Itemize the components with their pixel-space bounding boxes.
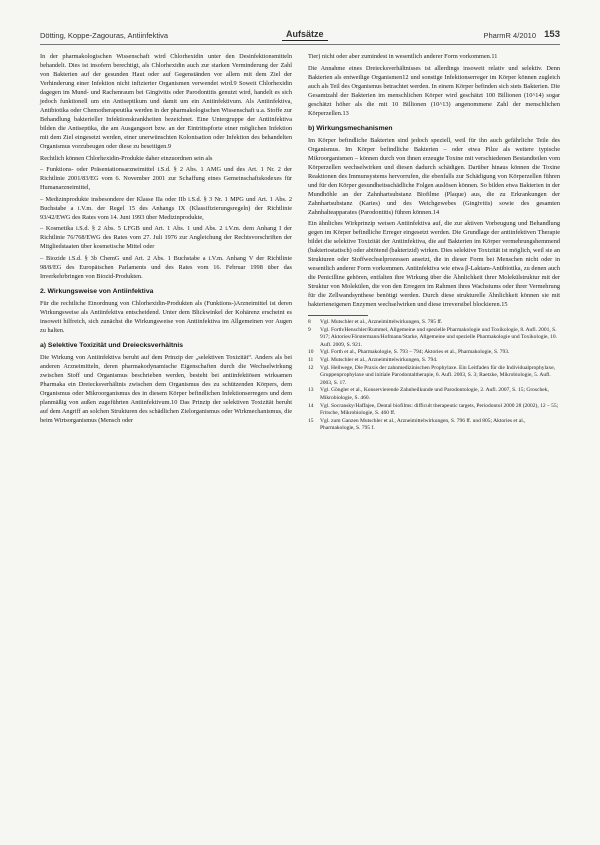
paragraph: Die Wirkung von Antiinfektiva beruht auf dem Prinzip der „selektiven Toxizität“. Anders als bei anderen Arzneimitteln, deren pharmakodynamische Eigenschaften durch die Wechselwirkung zwischen Stoff und Organismus beschrieben werden, besteht bei antiinfektiösen wirksamen Pharmaka ein Dreiecksverhältnis zwischen dem Organismus des zu schützenden Körpers, dem Organismus oder Mikroorganismus des in diesem Körper befindlichen Infektionserregers und dem planmäßig von außen zugeführten Antiinfektivum.10 Das Prinzip der selektiven Toxizität beruht auf dem Angriff an solchen Strukturen des schädlichen Zielorganismus oder Wirkmechanismus, die beim Wirtsorganismus (Mensch oder <box>40 353 292 424</box>
right-column <box>308 52 560 433</box>
footnote: 10 Vgl. Forth et al., Pharmakologie, S. 793 – 794; Aktories et al., Pharmakologie, S. 793. <box>308 349 510 356</box>
footnote: 15 Vgl. zum Ganzen Mutschler et al., Arzneimittelwirkungen, S. 796 ff. und 805; Aktories et al., Pharmakologie, S. 795 f. <box>308 417 526 432</box>
header-rule <box>40 44 560 45</box>
footnote: 11 Vgl. Mutschler et al., Arzneimittelwirkungen, S. 794. <box>308 356 438 363</box>
list-item: – Medizinprodukte insbesondere der Klasse IIa oder IIb i.S.d. § 3 Nr. 1 MPG und Art. 1 Abs. 2 Buchstabe a i.V.m. der Regel 15 des Anhangs IX (Klassifizierungsregeln) der Richtlinie 93/42/EWG des Rates vom 14. Juni 1993 über Medizinprodukte, <box>40 195 292 221</box>
footnote-rule <box>308 315 368 316</box>
footnotes <box>308 319 560 433</box>
footnote: 12 Vgl. Hellwege, Die Praxis der zahnmedizinischen Prophylaxe. Ein Leitfaden für die Individualprophylaxe, Gruppenprophylaxe und initiale Parodontaltherapie, 6. Aufl. 2003, S. 3; Raetzke, Mikrobiologie, 5. Aufl. 2003, S. 17. <box>308 364 556 386</box>
footnote: 14 Vgl. Socransky/Haffajee, Dental biofilms: difficult therapeutic targets, Periodontol 2000 28 (2002), 12 – 55; Fritsche, Mikrobiologie, S. 460 ff. <box>308 402 559 417</box>
section-heading: 2. Wirkungsweise von Antiinfektiva <box>40 287 154 295</box>
list-item: – Biozide i.S.d. § 3b ChemG und Art. 2 Abs. 1 Buchstabe a i.V.m. Anhang V der Richtlinie 98/8/EG des Europäischen Parlaments und des Rates vom 16. Februar 1998 über das Inverkehrbringen von Biozid-Produkten. <box>40 254 292 280</box>
section-title: Aufsätze <box>282 29 328 41</box>
left-column <box>40 52 292 427</box>
footnote: 8 Vgl. Mutschler et al., Arzneimittelwirkungen, S. 785 ff. <box>308 319 443 325</box>
paragraph: Für die rechtliche Einordnung von Chlorhexidin-Produkten als (Funktions-)Arzneimittel ist deren Wirkungsweise als Antiinfektiva entscheidend. Unter dem Blickwinkel der Kohärenz erscheint es insoweit hilfreich, sich zunächst die Wirkungsweise von Antiinfektiva im Allgemeinen vor Augen zu halten. <box>40 299 292 334</box>
subsection-heading: a) Selektive Toxizität und Dreiecksverhältnis <box>40 341 184 349</box>
paragraph: In der pharmakologischen Wissenschaft wird Chlorhexidin unter den Desinfektionsmitteln behandelt. Dies ist insofern berechtigt, als Chlorhexidin auch zur starken Verminderung der Zahl von Bakterien auf der gesunden Haut oder auf Gegenständen vor allem mit dem Ziel der Verhinderung einer Infektion nicht infizierter Organismen verwendet wird.9 Soweit Chlorhexidin dagegen im Mund- und Rachenraum bei Gingivitis oder Parodontitis genutzt wird, handelt es sich jedoch funktionell um ein Antiseptikum und damit um ein Antiinfektivum. Als Antiinfektiva, Antibiotika oder Chemotherapeutika werden in der pharmakologischen Wissenschaft u.a. Stoffe zur Behandlung bakterieller Infektionskrankheiten bezeichnet. Eine Untergruppe der Antiinfektiva bilden die Antiseptika, die am Ausgangsort bzw. an der Eintrittspforte einer möglichen Infektion mit dem Ziel eingesetzt werden, einer unerwünschten Kolonisation oder Infektion des behandelten Organismus vorzubeugen oder diese zu beseitigen.9 <box>40 53 292 150</box>
paragraph: Tier) nicht oder aber zumindest in wesentlich anderer Form vorkommen.11 <box>308 53 498 60</box>
list-item: – Funktions- oder Präsentationsarzneimittel i.S.d. § 2 Abs. 1 AMG und des Art. 1 Nr. 2 der Richtlinie 2001/83/EG vom 6. November 2001 zur Schaffung eines Gemeinschaftskodexes für Humanarzneimittel, <box>40 166 292 191</box>
paragraph: Im Körper befindliche Bakterien sind jedoch speziell, weil für ihn auch gefährliche Teile des Organismus. Im Körper befindliche Bakterien – oder etwa Pilze als weitere typische Mikroorganismen – können durch von ihnen erzeugte Toxine mit verschiedenen Bestandteilen vom Körperzellen wechselwirken und diesen dadurch schädigen. Darüber hinaus können die Toxine Reaktionen des Immunsystems hervorrufen, die ebenfalls zur Schädigung von Körperzellen führen und für den Körper gesundheitsschädliche Folgen auslösen können. So bilden etwa Bakterien in der Mundhöhle an der Zahnhartsubstanz Biofilme (Plaque) aus, die zu Erkrankungen der Zahnhartsubstanz (Karies) und des Weichgewebes (Gingivitis) sowie des gesamten Zahnhalteapparates (Parodontitis) führen können.14 <box>308 136 560 216</box>
footnote: 9 Vgl. Forth/Henschler/Rummel, Allgemeine und spezielle Pharmakologie und Toxikologie, 8. Aufl. 2001, S. 917; Aktories/Förstermann/Hofmann/Starke, Allgemeine und spezielle Pharmakologie und Toxikologie, 10. Aufl. 2009, S. 921. <box>308 326 558 348</box>
paragraph: Ein ähnliches Wirkprinzip weisen Antiinfektiva auf, die zur aktiven Vorbeugung und Behandlung gegen im Körper befindliche Erreger eingesetzt werden. Die Grundlage der antiinfektiven Therapie bildet die selektive Toxizität der Antiinfektiva, die auf Bakterien im Körper vermehrungshemmend (bakteriostatisch) oder abtötend (bakterizid) wirken. Dies selektive Toxizität ist möglich, weil sie an Strukturen oder Stoffwechselprozessen ansetzt, die in dieser Form bei Menschen nicht oder in wesentlich anderer Form vorkommen. Antiinfektiva wie etwa β-Laktam-Antibiotika, zu denen auch die Penicilline gehören, entfalten ihre Wirkung über die Ähnlichkeit ihrer Molekülstruktur mit der Struktur von Molekülen, die von den Erregern im Rahmen ihres Wachstums oder ihrer Vermehrung für die Zellwandsynthese benötigt werden. Durch diese strukturelle Ähnlichkeit können sie mit bakterieneigenen Enzymen wechselwirken und diese irreversibel blockieren.15 <box>308 220 560 308</box>
page-header <box>40 28 560 42</box>
list-item: – Kosmetika i.S.d. § 2 Abs. 5 LFGB und Art. 1 Abs. 1 und Abs. 2 i.V.m. dem Anhang I der Richtlinie 76/768/EWG des Rates vom 27. Juli 1976 zur Angleichung der Rechtsvorschriften der Mitgliedstaaten über kosmetische Mittel oder <box>40 225 292 250</box>
running-head-authors: Dötting, Koppe-Zagouras, Antiinfektiva <box>40 31 168 40</box>
footnote: 13 Vgl. Göngler et al., Konservierende Zahnheilkunde und Parodontologie, 2. Aufl. 2007, S. 15; Groschek, Mikrobiologie, S. 460. <box>308 387 549 401</box>
paragraph: Rechtlich können Chlorhexidin-Produkte daher einzuordnen sein als <box>40 154 213 162</box>
subsection-heading: b) Wirkungsmechanismen <box>308 124 393 132</box>
page-number: 153 <box>544 29 560 40</box>
paragraph: Die Annahme eines Dreiecksverhältnisses ist allerdings insoweit relativ und selektiv. Denn Bakterien als entweilige Organismen12 und sonstige Infektionserreger im Körper können zugleich auch als Teil des Organismus betrachtet werden. In einem Körper befinden sich stets Bakterien. Die Gesamtzahl der Bakterien im menschlichen Körper wird geschätzt 100 Billionen (10^14) sogar geschätzt höher als die mit 10 Billionen (10^13) angenommene Zahl der menschlichen Körperzellen.13 <box>308 64 560 117</box>
journal-issue: PharmR 4/2010 <box>483 31 536 40</box>
